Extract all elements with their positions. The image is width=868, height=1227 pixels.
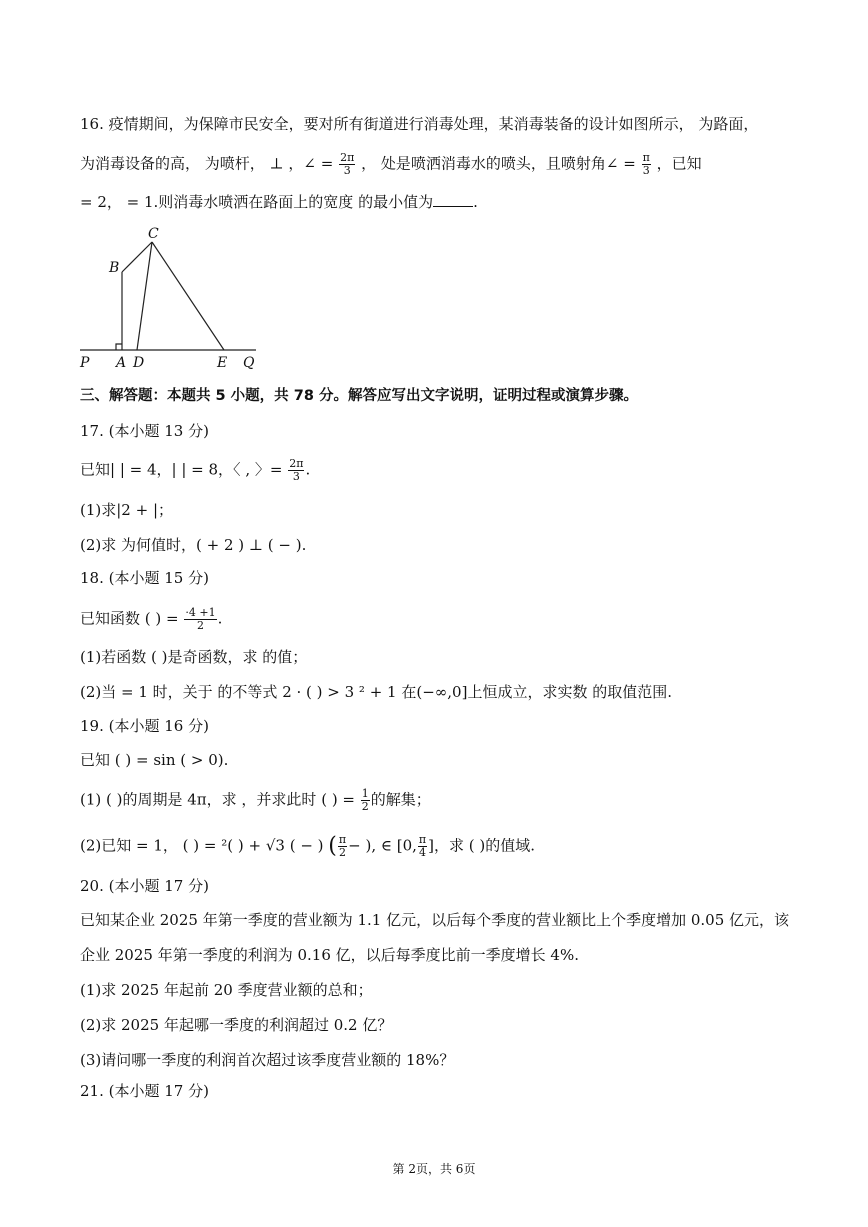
q17-given-text-b: .: [305, 460, 311, 479]
q19-part1-text-a: (1) ( )的周期是 4π，求 ，并求此时 ( ) =: [80, 790, 356, 809]
fraction-denominator: 2: [184, 619, 216, 632]
page-footer: 第 2页，共 6页: [392, 1162, 476, 1176]
q19-fraction-pi-4: [418, 834, 427, 859]
label-b: B: [109, 260, 120, 276]
q20-part1: (1)求 2025 年起前 20 季度营业额的总和；: [80, 981, 373, 999]
fraction-numerator: 2π: [340, 151, 355, 164]
label-q: Q: [243, 355, 255, 371]
q20-title: 20. (本小题 17 分): [80, 877, 209, 895]
q20-line1: 已知某企业 2025 年第一季度的营业额为 1.1 亿元，以后每个季度的营业额比上个季度增加 0.05 亿元，该: [80, 911, 790, 929]
right-angle-mark: [116, 344, 122, 350]
q19-title: 19. (本小题 16 分): [80, 717, 209, 735]
q16-fraction-pi-3: [642, 152, 651, 177]
fraction-denominator: 3: [288, 470, 304, 483]
q16-geometry-figure: [78, 222, 268, 376]
segment-bc: [122, 242, 152, 272]
open-paren: (: [328, 833, 337, 859]
q18-given-text-b: .: [217, 609, 223, 628]
label-c: C: [148, 226, 159, 242]
q20-part3: (3)请问哪一季度的利润首次超过该季度营业额的 18%？: [80, 1051, 455, 1069]
q19-part2-text-c: ]，求 ( )的值域.: [428, 836, 535, 855]
q17-title: 17. (本小题 13 分): [80, 422, 209, 440]
fraction-numerator: 2π: [289, 457, 304, 470]
q18-given-text-a: 已知函数 ( ) =: [80, 609, 179, 628]
label-p: P: [80, 355, 90, 371]
q20-part2: (2)求 2025 年起哪一季度的利润超过 0.2 亿？: [80, 1016, 393, 1034]
q16-line2: [80, 152, 702, 177]
q17-given: [80, 458, 310, 483]
fraction-denominator: 4: [419, 846, 426, 859]
q19-part1-text-b: 的解集；: [370, 790, 431, 809]
label-a: A: [116, 355, 127, 371]
fraction-denominator: 2: [339, 846, 346, 859]
q18-part1: (1)若函数 ( )是奇函数，求 的值；: [80, 648, 308, 666]
q19-part2-text-b: − ), ∈ [0,: [348, 836, 417, 855]
q17-fraction-2pi-3: [288, 458, 304, 483]
label-e: E: [217, 355, 228, 371]
q16-line2-text-b: ， 处是喷洒消毒水的喷头，且喷射角∠ =: [361, 154, 636, 173]
q17-part2: (2)求 为何值时，( + 2 ) ⊥ ( − ).: [80, 536, 307, 554]
fraction-numerator: π: [418, 833, 427, 846]
q17-part1: (1)求|2 + |；: [80, 501, 174, 519]
fraction-numerator: π: [338, 833, 347, 846]
q18-given: [80, 607, 222, 632]
fraction-denominator: 3: [339, 164, 355, 177]
q19-fraction-1-2: [361, 788, 370, 813]
q16-fraction-2pi-3: [339, 152, 355, 177]
q16-line3: [80, 192, 478, 212]
fraction-denominator: 2: [361, 800, 369, 813]
q19-part2: [80, 834, 535, 859]
q19-fraction-pi-2: [338, 834, 347, 859]
geometry-diagram: [78, 222, 268, 372]
q18-title: 18. (本小题 15 分): [80, 569, 209, 587]
q17-given-text-a: 已知| | = 4，| | = 8，〈 , 〉=: [80, 460, 283, 479]
segment-ce: [152, 242, 224, 350]
q19-given: 已知 ( ) = sin ( > 0).: [80, 751, 229, 769]
fraction-numerator: ·4 +1: [185, 606, 216, 619]
q18-fraction: [184, 607, 216, 632]
section-heading: 三、解答题：本题共 5 小题，共 78 分。解答应写出文字说明，证明过程或演算步骤。: [80, 388, 638, 404]
segment-cd: [137, 242, 152, 350]
fraction-denominator: 3: [642, 164, 650, 177]
q16-line3-text-a: = 2， = 1.则消毒水喷洒在路面上的宽度 的最小值为: [80, 193, 434, 211]
q18-part2: (2)当 = 1 时，关于 的不等式 2 · ( ) > 3 ² + 1 在(−∞,0]上恒成立，求实数 的取值范围.: [80, 683, 672, 701]
q20-line2: 企业 2025 年第一季度的利润为 0.16 亿，以后每季度比前一季度增长 4%.: [80, 946, 579, 964]
fraction-numerator: π: [642, 151, 650, 164]
q19-part1: [80, 788, 431, 813]
fraction-numerator: 1: [361, 787, 369, 800]
q19-part2-text-a: (2)已知 = 1， ( ) = ²( ) + √3 ( − ): [80, 836, 324, 855]
q16-line3-text-b: .: [473, 193, 478, 211]
answer-blank: [433, 192, 473, 207]
q21-title: 21. (本小题 17 分): [80, 1082, 209, 1100]
label-d: D: [133, 355, 145, 371]
q16-line1: 16. 疫情期间，为保障市民安全，要对所有街道进行消毒处理，某消毒装备的设计如图所示， 为路面，: [80, 115, 759, 133]
q16-line2-text-c: ，已知: [656, 154, 702, 173]
q16-line2-text-a: 为消毒设备的高， 为喷杆， ⊥ ，∠ =: [80, 154, 334, 173]
